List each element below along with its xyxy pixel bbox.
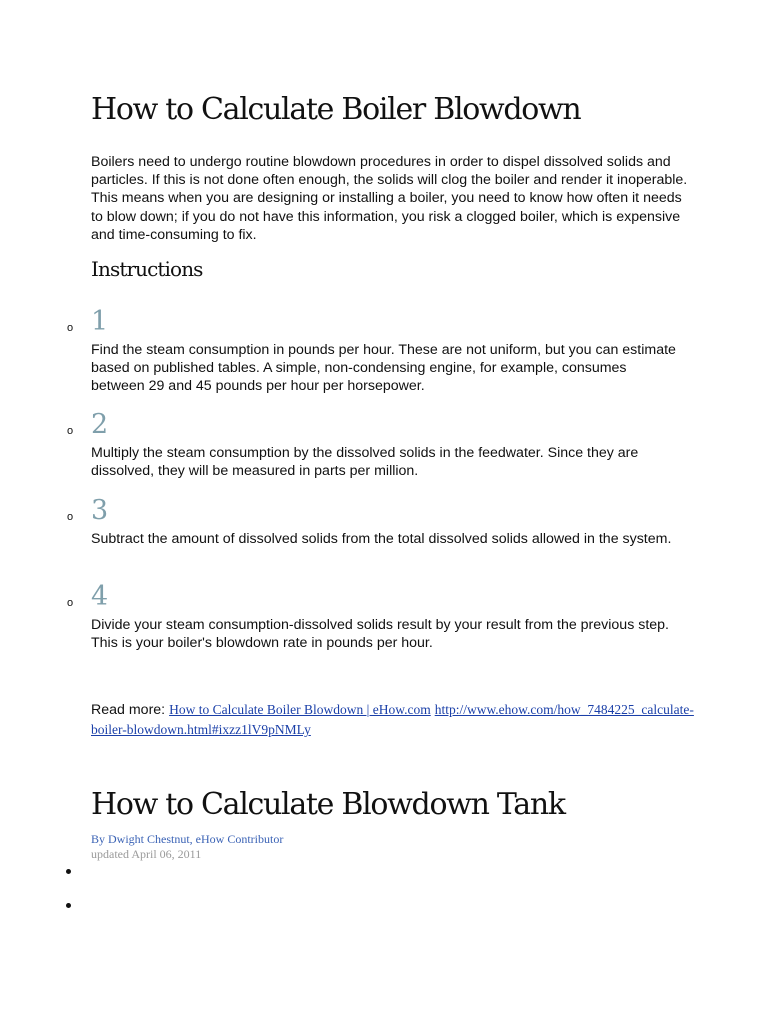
byline — [91, 832, 283, 862]
read-more-label: Read more: — [91, 702, 170, 718]
step-text: Find the steam consumption in pounds per hour. These are not uniform, but you can estimate based on published tables. A simple, non-condensing engine, for example, consumes between 29 and 45 pounds per hour per horsepower. — [91, 342, 676, 395]
bullet-dot-icon — [66, 903, 71, 908]
instructions-heading: Instructions — [91, 257, 203, 281]
step-number: 1 — [91, 306, 109, 337]
read-more — [91, 700, 711, 740]
intro-paragraph: Boilers need to undergo routine blowdown procedures in order to dispel dissolved solids and particles. If this is not done often enough, the solids will clog the boiler and render it inoperable. This means when you are designing or installing a boiler, you need to know how often it needs to blow down; if you do not have this information, you risk a clogged boiler, which is expensive and time-consuming to fix. — [91, 154, 688, 243]
circle-bullet-icon: o — [67, 425, 74, 437]
step-number: 4 — [91, 581, 109, 612]
step-number: 2 — [91, 409, 109, 440]
step-text: Multiply the steam consumption by the dissolved solids in the feedwater. Since they are dissolved, they will be measured in parts per million. — [91, 445, 639, 480]
bullet-dot-icon — [66, 869, 71, 874]
second-article-title: How to Calculate Blowdown Tank — [91, 787, 565, 822]
updated-date: updated April 06, 2011 — [91, 847, 202, 861]
step-text: Subtract the amount of dissolved solids from the total dissolved solids allowed in the system. — [91, 531, 672, 547]
article-title: How to Calculate Boiler Blowdown — [91, 92, 581, 127]
step-text: Divide your steam consumption-dissolved solids result by your result from the previous step. This is your boiler's blowdown rate in pounds per hour. — [91, 617, 669, 652]
read-more-title-link[interactable]: How to Calculate Boiler Blowdown | eHow.com — [169, 702, 431, 717]
read-more-url-link[interactable]: http://www.ehow.com/how_7484225_calculate-boiler-blowdown.html#ixzz1lV9pNMLy — [91, 702, 694, 737]
author-link[interactable]: By Dwight Chestnut, eHow Contributor — [91, 832, 284, 846]
step-number: 3 — [91, 495, 109, 526]
circle-bullet-icon: o — [67, 597, 74, 609]
circle-bullet-icon: o — [67, 511, 74, 523]
circle-bullet-icon: o — [67, 322, 74, 334]
